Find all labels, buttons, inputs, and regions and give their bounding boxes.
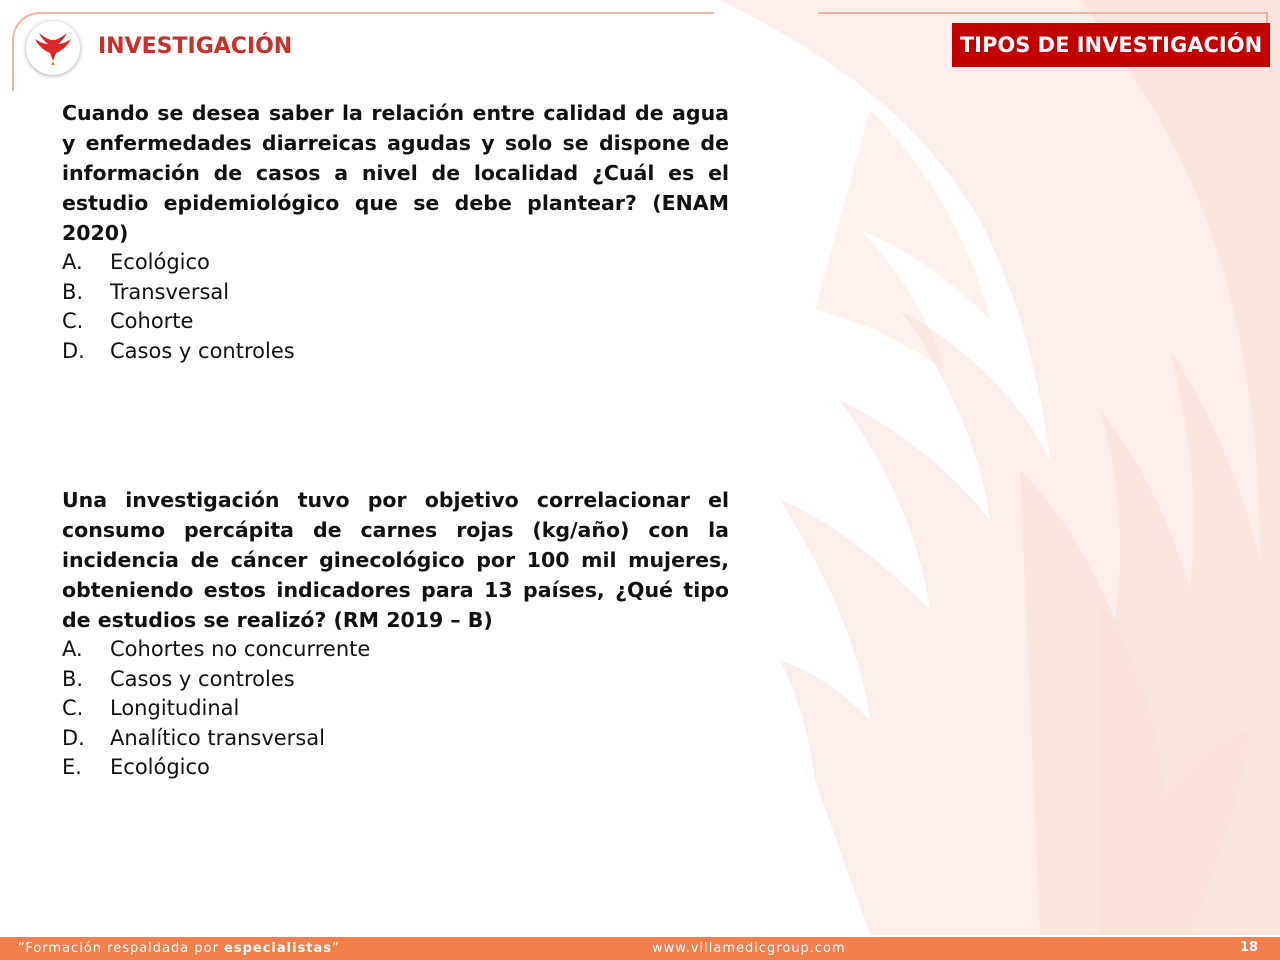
- phoenix-watermark-icon: [720, 0, 1280, 935]
- option-item[interactable]: [62, 665, 729, 695]
- header-frame-right: [818, 12, 1268, 14]
- topic-tag: TIPOS DE INVESTIGACIÓN: [952, 23, 1270, 67]
- question-block-1: [62, 98, 729, 366]
- question-block-2: [62, 485, 729, 783]
- option-text: Analítico transversal: [110, 725, 325, 750]
- option-item[interactable]: [62, 635, 729, 665]
- page-number: 18: [1240, 940, 1259, 955]
- option-text: Casos y controles: [110, 666, 295, 691]
- option-item[interactable]: [62, 337, 729, 367]
- option-letter: C.: [62, 309, 84, 334]
- option-text: Cohorte: [110, 309, 194, 334]
- option-item[interactable]: [62, 278, 729, 308]
- option-item[interactable]: [62, 753, 729, 783]
- options-list: [62, 635, 729, 783]
- option-item[interactable]: [62, 307, 729, 337]
- question-text: Una investigación tuvo por objetivo correlacionar el consumo percápita de carnes rojas (kg/año) con la incidencia de cáncer ginecológico por 100 mil mujeres, obteniendo estos indicadores para 13 países, ¿Qué tipo de estudios se realizó? (RM 2019 – B): [62, 488, 729, 632]
- footer-bar: [0, 937, 1280, 960]
- option-item[interactable]: [62, 724, 729, 754]
- option-text: Ecológico: [110, 250, 210, 274]
- option-letter: B.: [62, 666, 84, 691]
- option-letter: D.: [62, 725, 85, 750]
- question-text: Cuando se desea saber la relación entre calidad de agua y enfermedades diarreicas agudas y solo se dispone de información de casos a nivel de localidad ¿Cuál es el estudio epidemiológico que se debe plantear? (ENAM 2020): [62, 101, 729, 245]
- option-letter: B.: [62, 279, 84, 304]
- option-letter: A.: [62, 250, 83, 274]
- option-letter: E.: [62, 755, 82, 780]
- section-title: INVESTIGACIÓN: [98, 34, 293, 59]
- option-text: Ecológico: [110, 755, 210, 780]
- slogan-bold: especialistas: [224, 941, 333, 956]
- slogan-suffix: ”: [332, 941, 340, 956]
- option-text: Cohortes no concurrente: [110, 637, 371, 661]
- phoenix-logo-icon: [33, 31, 73, 65]
- option-letter: C.: [62, 696, 84, 721]
- option-letter: D.: [62, 338, 85, 363]
- footer-website[interactable]: www.villamedicgroup.com: [652, 941, 846, 956]
- options-list: [62, 248, 729, 366]
- option-letter: A.: [62, 637, 83, 661]
- option-text: Transversal: [110, 279, 230, 304]
- option-text: Longitudinal: [110, 696, 240, 721]
- option-item[interactable]: [62, 248, 729, 278]
- logo: [26, 21, 80, 75]
- slogan-prefix: “Formación respaldada por: [18, 941, 225, 956]
- option-item[interactable]: [62, 694, 729, 724]
- footer-slogan: [18, 941, 340, 956]
- option-text: Casos y controles: [110, 338, 295, 363]
